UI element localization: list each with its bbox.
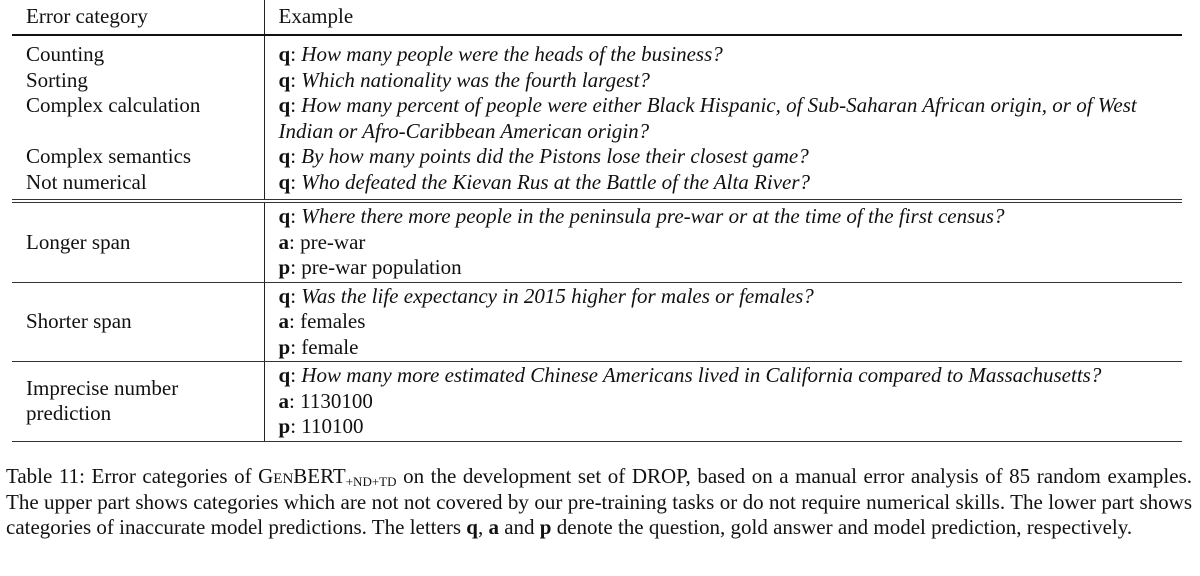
category-cell: Counting: [12, 35, 264, 68]
p-label: p: [278, 334, 291, 359]
caption-model-subscript: +ND+TD: [345, 474, 397, 489]
label-sep: :: [290, 255, 302, 279]
category-cell: Imprecise number prediction: [12, 362, 264, 442]
label-sep: :: [290, 144, 302, 168]
label-sep: :: [290, 204, 302, 228]
example-cell: [264, 68, 1182, 94]
question-line: [279, 204, 1183, 230]
question-text: How many percent of people were either Black Hispanic, of Sub-Saharan African origin, or of West Indian or Afro-Caribbean American origin?: [278, 93, 1137, 143]
q-label: q: [278, 93, 291, 117]
table-row: [12, 362, 1182, 442]
q-label: q: [278, 67, 291, 92]
table-row: [12, 144, 1182, 170]
label-sep: :: [290, 67, 302, 92]
table-header-row: [12, 0, 1182, 35]
example-cell: [264, 93, 1182, 144]
label-sep: :: [290, 414, 302, 438]
table-row: [12, 170, 1182, 202]
q-label: q: [278, 363, 291, 387]
label-sep: :: [289, 309, 301, 333]
example-cell: [264, 201, 1182, 282]
answer-line: [279, 309, 1183, 335]
a-label: a: [278, 388, 289, 413]
q-label: q: [278, 283, 291, 308]
p-label: p: [278, 414, 291, 438]
header-error-category: Error category: [12, 0, 264, 35]
label-sep: :: [290, 169, 302, 194]
caption-and: and: [498, 515, 540, 539]
example-cell: [264, 362, 1182, 442]
example-cell: [264, 170, 1182, 202]
answer-text: 1130100: [300, 388, 373, 413]
table-row: [12, 93, 1182, 144]
category-cell: Complex calculation: [12, 93, 264, 144]
prediction-text: female: [301, 334, 359, 359]
header-example: Example: [264, 0, 1182, 35]
q-label: q: [278, 42, 291, 66]
prediction-line: [279, 414, 1183, 440]
error-categories-table: [12, 0, 1182, 442]
answer-text: females: [300, 309, 366, 333]
table-row: [12, 35, 1182, 68]
table-row: [12, 282, 1182, 362]
category-cell: Longer span: [12, 201, 264, 282]
example-cell: [264, 144, 1182, 170]
question-line: [279, 284, 1183, 310]
caption-model-name: GenBERT: [258, 464, 346, 488]
question-text: Who defeated the Kievan Rus at the Battle of the Alta River?: [301, 169, 811, 194]
table-row: [12, 201, 1182, 282]
a-label: a: [278, 309, 289, 333]
caption-a-letter: a: [488, 515, 499, 539]
prediction-line: [279, 255, 1183, 281]
question-text: How many more estimated Chinese Americans lived in California compared to Massachusetts?: [301, 363, 1102, 387]
error-table-container: [12, 0, 1182, 442]
question-text: Was the life expectancy in 2015 higher for males or females?: [301, 283, 814, 308]
question-text: Where there more people in the peninsula pre-war or at the time of the first census?: [301, 204, 1005, 228]
label-sep: :: [289, 229, 301, 254]
answer-line: [279, 230, 1183, 256]
prediction-text: 110100: [301, 414, 364, 438]
label-sep: :: [290, 283, 302, 308]
question-text: By how many points did the Pistons lose their closest game?: [301, 144, 809, 168]
caption-comma: ,: [477, 515, 489, 539]
q-label: q: [278, 144, 291, 168]
category-cell: Complex semantics: [12, 144, 264, 170]
caption-text-2: denote the question, gold answer and model prediction, respectively.: [551, 515, 1133, 539]
answer-line: [279, 389, 1183, 415]
category-cell: Sorting: [12, 68, 264, 94]
caption-q-letter: q: [466, 515, 478, 539]
example-cell: [264, 282, 1182, 362]
p-label: p: [278, 255, 291, 279]
prediction-text: pre-war population: [301, 255, 462, 279]
label-sep: :: [289, 388, 301, 413]
table-row: [12, 68, 1182, 94]
q-label: q: [278, 204, 291, 228]
example-cell: [264, 35, 1182, 68]
question-text: Which nationality was the fourth largest?: [301, 67, 650, 92]
answer-text: pre-war: [300, 229, 366, 254]
a-label: a: [278, 229, 289, 254]
question-text: How many people were the heads of the business?: [301, 42, 723, 66]
category-cell: Not numerical: [12, 170, 264, 202]
question-line: [279, 363, 1183, 389]
q-label: q: [278, 169, 291, 194]
label-sep: :: [290, 42, 302, 66]
category-cell: Shorter span: [12, 282, 264, 362]
label-sep: :: [290, 93, 302, 117]
caption-p-letter: p: [539, 515, 552, 539]
prediction-line: [279, 335, 1183, 361]
caption-text-1: on the development set of DROP, based on a manual error analysis of 85 random examples. The upper part shows categories which are not not covered by our pre-training tasks or do not require numerical skills. The lower part shows categories of inaccurate model predictions. The letters: [6, 464, 1193, 539]
table-caption: [6, 464, 1192, 541]
caption-prefix: Table 11: Error categories of: [6, 464, 259, 488]
label-sep: :: [290, 363, 302, 387]
label-sep: :: [290, 334, 302, 359]
